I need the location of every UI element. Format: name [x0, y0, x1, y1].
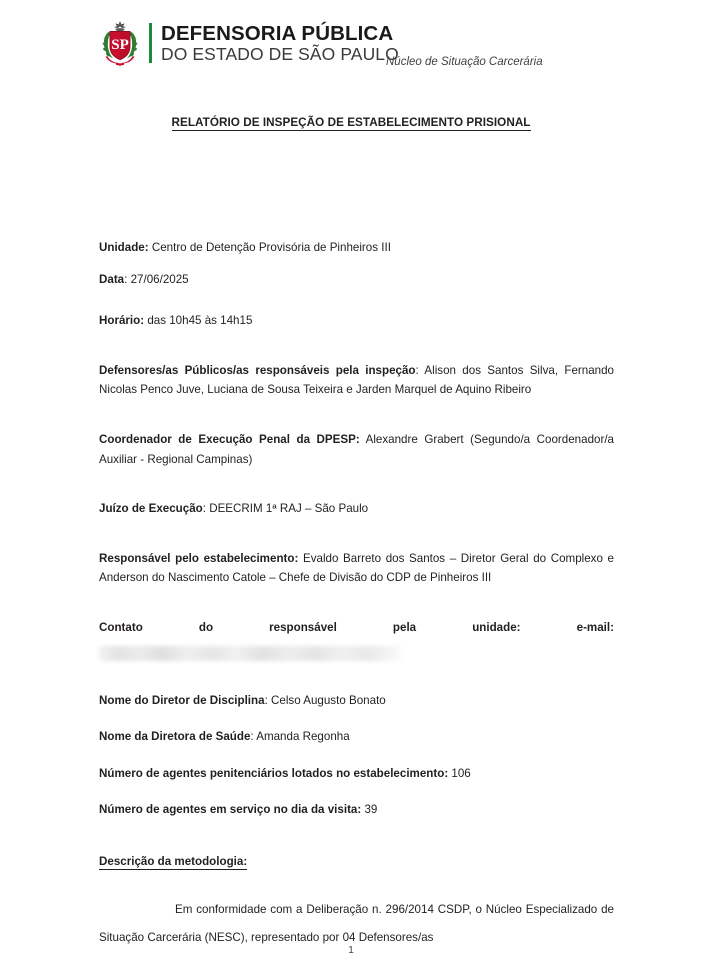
field-agentes-lotados — [99, 764, 614, 784]
section-heading-metodologia — [99, 852, 614, 872]
field-responsavel — [99, 549, 614, 588]
field-contato-redacted-value — [99, 646, 614, 661]
redaction-band — [99, 646, 401, 661]
field-responsavel-value: Evaldo Barreto dos Santos – Diretor Geral do Complexo e Anderson do Nascimento Catole – Chefe de Divisão do CDP de Pinheiros III — [99, 551, 614, 585]
field-defensores-value: : Alison dos Santos Silva, Fernando Nicolas Penco Juve, Luciana de Sousa Teixeira e Jarden Marquel de Aquino Ribeiro — [99, 363, 614, 397]
svg-text:SP: SP — [111, 37, 129, 53]
methodology-paragraph: Em conformidade com a Deliberação n. 296/2014 CSDP, o Núcleo Especializado de Situação Carcerária (NESC), representado por 04 Defensores/as — [99, 902, 614, 944]
field-coordenador-label: Coordenador de Execução Penal da DPESP: — [99, 432, 360, 446]
field-contato — [99, 618, 614, 638]
field-horario-label: Horário: — [99, 314, 145, 328]
field-agentes-lotados-label: Número de agentes penitenciários lotados no estabelecimento: — [99, 766, 449, 780]
letterhead-subtitle: Núcleo de Situação Carcerária — [386, 56, 543, 68]
letterhead-wordmark — [161, 23, 399, 64]
letterhead-line-1: DEFENSORIA PÚBLICA — [161, 21, 394, 45]
field-unidade-label: Unidade: — [99, 241, 149, 254]
field-data — [99, 270, 614, 290]
field-agentes-servico — [99, 800, 614, 820]
letterhead-divider — [149, 23, 152, 63]
sao-paulo-coat-of-arms-icon — [99, 20, 141, 66]
field-horario — [99, 311, 614, 331]
section-heading-metodologia-text: Descrição da metodologia: — [99, 854, 248, 868]
field-diretor-disciplina — [99, 691, 614, 711]
field-unidade — [99, 238, 614, 258]
document-title-text: RELATÓRIO DE INSPEÇÃO DE ESTABELECIMENTO PRISIONAL — [171, 116, 531, 129]
field-horario-value: das 10h45 às 14h15 — [144, 314, 253, 328]
field-diretora-saude-label: Nome da Diretora de Saúde — [99, 730, 251, 744]
field-contato-label: Contato do responsável pela unidade: e-mail: — [99, 620, 614, 634]
field-agentes-servico-value: 39 — [361, 803, 378, 817]
field-juizo — [99, 499, 614, 519]
field-juizo-label: Juízo de Execução — [99, 502, 203, 516]
field-juizo-value: : DEECRIM 1ª RAJ – São Paulo — [202, 502, 369, 516]
field-unidade-value: Centro de Detenção Provisória de Pinheiros III — [148, 241, 391, 254]
field-diretor-disciplina-label: Nome do Diretor de Disciplina — [99, 693, 265, 707]
document-body — [99, 238, 614, 952]
field-coordenador — [99, 430, 614, 469]
letterhead — [99, 18, 613, 74]
field-agentes-servico-label: Número de agentes em serviço no dia da visita: — [99, 803, 362, 817]
field-agentes-lotados-value: 106 — [448, 766, 471, 780]
field-diretora-saude — [99, 727, 614, 747]
field-data-label: Data — [99, 272, 125, 286]
field-coordenador-value: Alexandre Grabert (Segundo/a Coordenador/a Auxiliar - Regional Campinas) — [99, 432, 614, 466]
field-defensores-label: Defensores/as Públicos/as responsáveis pela inspeção — [99, 363, 416, 377]
field-defensores — [99, 361, 614, 400]
field-data-value: : 27/06/2025 — [124, 272, 189, 286]
document-title — [0, 116, 702, 129]
letterhead-line-2: DO ESTADO DE SÃO PAULO — [161, 43, 399, 64]
field-diretora-saude-value: : Amanda Regonha — [250, 730, 350, 744]
field-responsavel-label: Responsável pelo estabelecimento: — [99, 551, 299, 565]
page-number: 1 — [348, 944, 354, 956]
field-diretor-disciplina-value: : Celso Augusto Bonato — [264, 693, 386, 707]
